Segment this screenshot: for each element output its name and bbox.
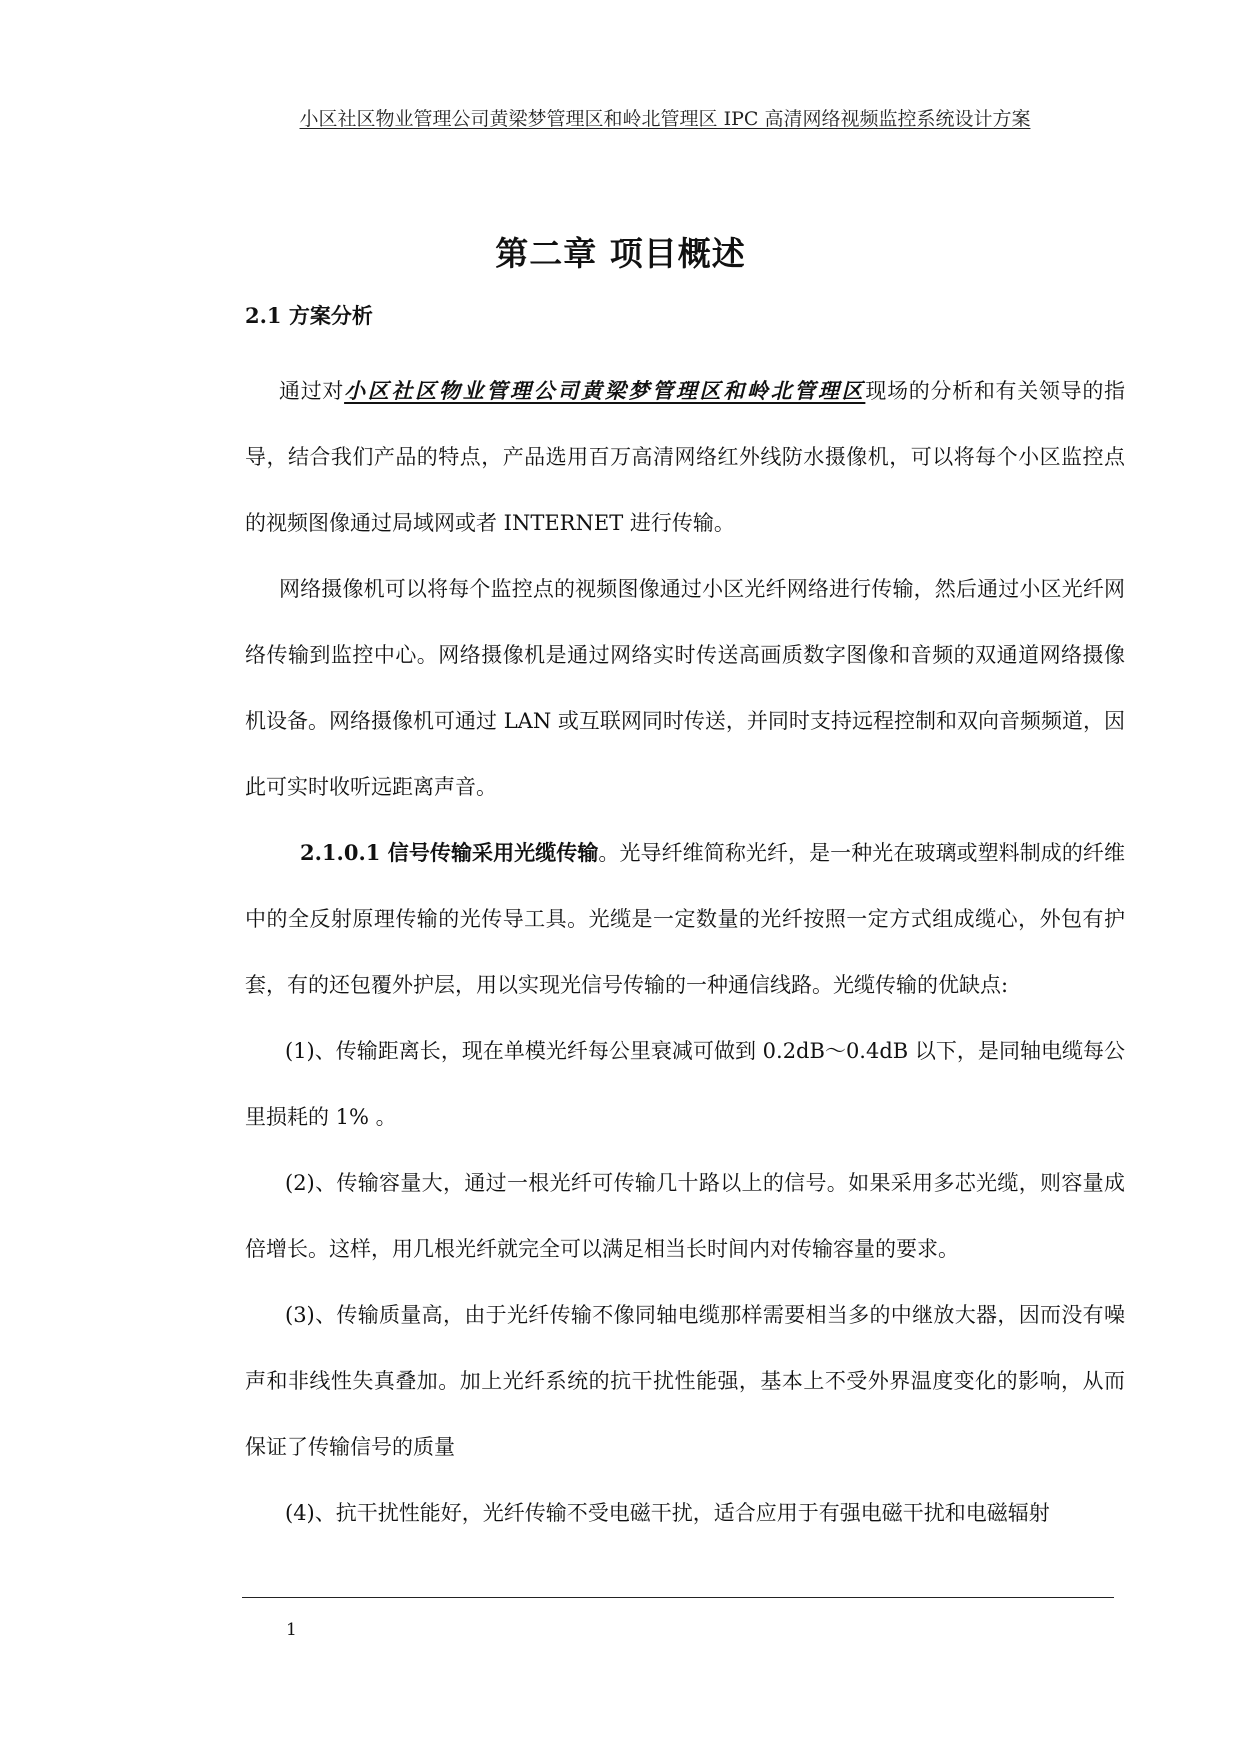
paragraph-1-lead: 通过对: [279, 379, 345, 403]
emphasized-organization-name: 小区社区物业管理公司黄梁梦管理区和岭北管理区: [344, 378, 866, 403]
page-number: 1: [286, 1620, 297, 1640]
chapter-title: 第二章 项目概述: [495, 234, 746, 273]
list-item: (1)、传输距离长，现在单模光纤每公里衰减可做到 0.2dB～0.4dB 以下，是同轴电缆每公里损耗的 1% 。: [245, 1039, 1125, 1129]
paragraph-1: [245, 358, 1125, 556]
paragraph-2: 网络摄像机可以将每个监控点的视频图像通过小区光纤网络进行传输，然后通过小区光纤网络传输到监控中心。网络摄像机是通过网络实时传送高画质数字图像和音频的双通道网络摄像机设备。网络摄像机可通过 LAN 或互联网同时传送，并同时支持远程控制和双向音频频道，因此可实时收听远距离声音。: [245, 577, 1125, 799]
section-heading: 2.1 方案分析: [245, 303, 373, 328]
body-text: [245, 358, 1125, 1546]
list-item: (4)、抗干扰性能好，光纤传输不受电磁干扰，适合应用于有强电磁干扰和电磁辐射: [285, 1501, 1050, 1525]
list-item: (3)、传输质量高，由于光纤传输不像同轴电缆那样需要相当多的中继放大器，因而没有噪声和非线性失真叠加。加上光纤系统的抗干扰性能强，基本上不受外界温度变化的影响，从而保证了传输信号的质量: [245, 1303, 1125, 1459]
paragraph-1-rest: 现场的分析和有关领导的指导，结合我们产品的特点，产品选用百万高清网络红外线防水摄像机，可以将每个小区监控点的视频图像通过局域网或者 INTERNET 进行传输。: [245, 379, 1126, 535]
list-item: (2)、传输容量大，通过一根光纤可传输几十路以上的信号。如果采用多芯光缆，则容量成倍增长。这样，用几根光纤就完全可以满足相当长时间内对传输容量的要求。: [245, 1171, 1125, 1261]
paragraph-3: [245, 820, 1125, 1018]
running-header: 小区社区物业管理公司黄梁梦管理区和岭北管理区 IPC 高清网络视频监控系统设计方案: [299, 108, 1031, 130]
subsection-heading: 2.1.0.1 信号传输采用光缆传输: [300, 840, 599, 865]
footer-divider: [242, 1597, 1114, 1598]
paragraph-3-body: 。光导纤维简称光纤，是一种光在玻璃或塑料制成的纤维中的全反射原理传输的光传导工具。光缆是一定数量的光纤按照一定方式组成缆心，外包有护套，有的还包覆外护层，用以实现光信号传输的一种通信线路。光缆传输的优缺点:: [245, 841, 1125, 997]
